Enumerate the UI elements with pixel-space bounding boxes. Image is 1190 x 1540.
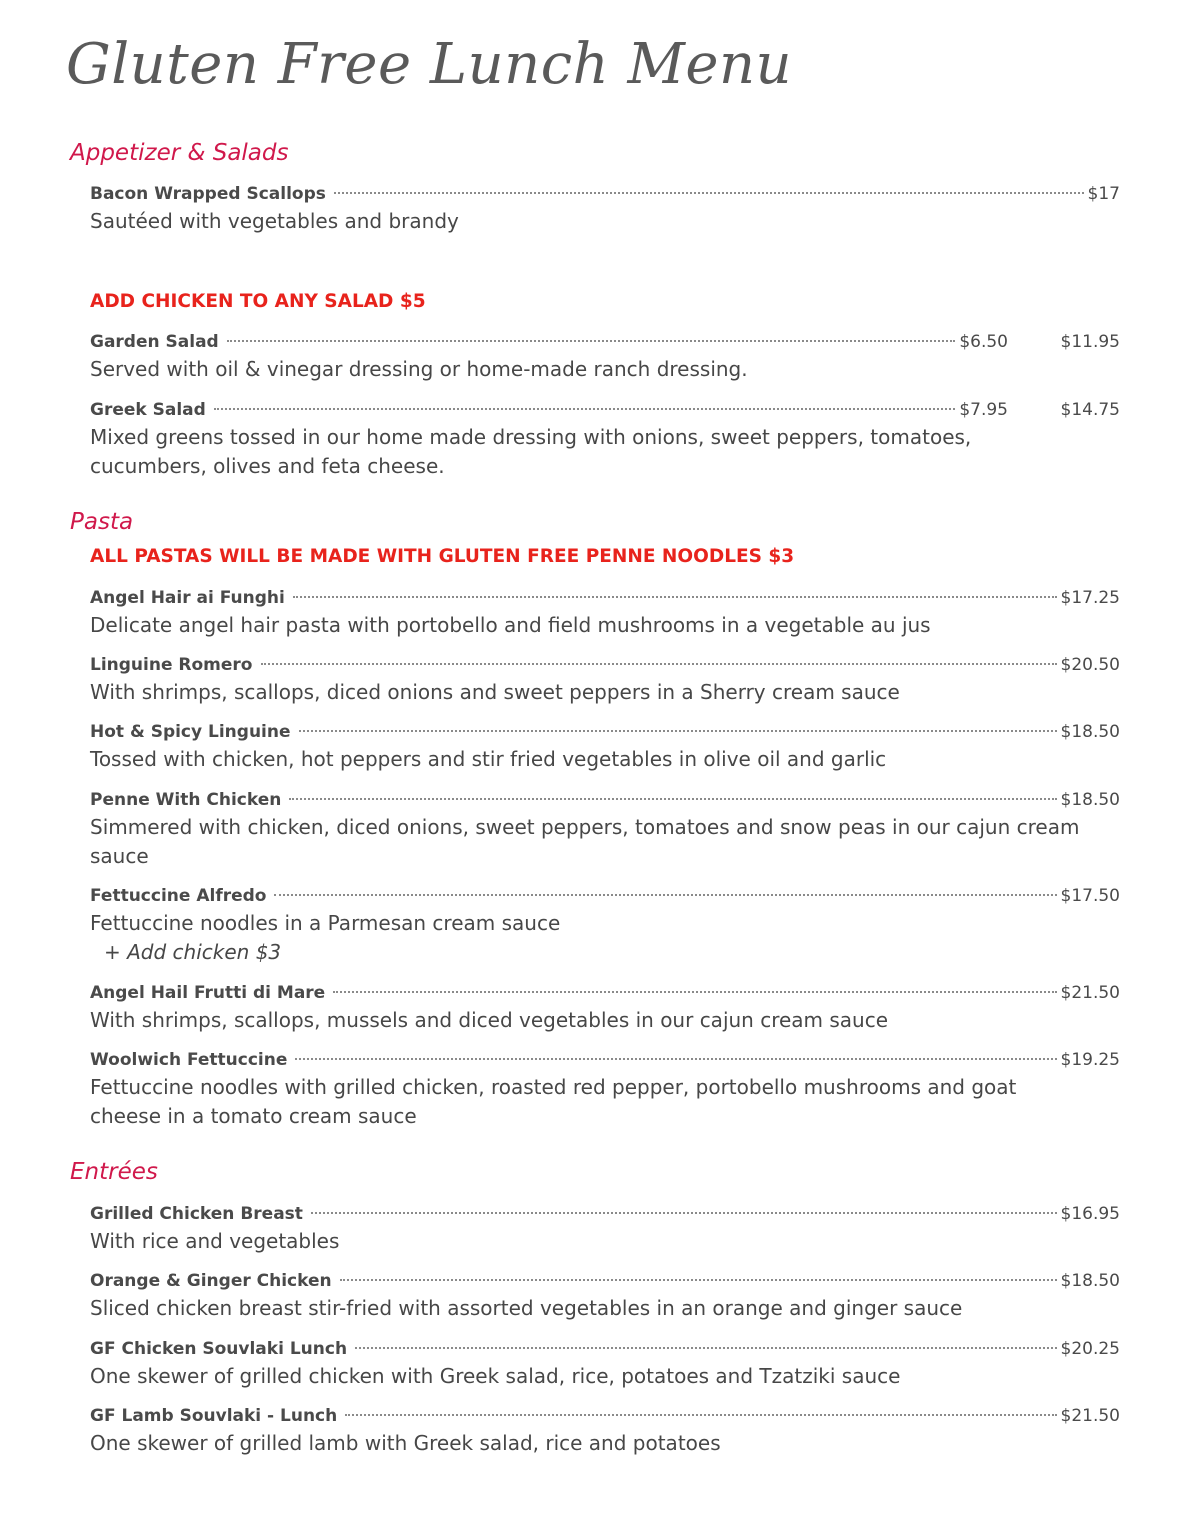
item-description: Fettuccine noodles in a Parmesan cream sauce xyxy=(90,911,561,935)
dot-leader xyxy=(340,1278,1057,1281)
item-price: $17.50 xyxy=(1060,886,1120,906)
dot-leader xyxy=(333,990,1056,993)
item-price: $16.95 xyxy=(1060,1204,1120,1224)
item-description: Sliced chicken breast stir-fried with assorted vegetables in an orange and ginger sauce xyxy=(90,1296,963,1320)
item-price: $20.50 xyxy=(1060,655,1120,675)
item-description: Delicate angel hair pasta with portobello and field mushrooms in a vegetable au jus xyxy=(90,613,931,637)
item-price: $17 xyxy=(1087,184,1120,204)
item-name: Orange & Ginger Chicken xyxy=(90,1271,332,1291)
dot-leader xyxy=(345,1413,1056,1416)
item-price: $19.25 xyxy=(1060,1050,1120,1070)
menu-item xyxy=(90,183,1120,236)
item-description: One skewer of grilled lamb with Greek salad, rice and potatoes xyxy=(90,1431,721,1455)
section-heading-appetizers: Appetizer & Salads xyxy=(70,140,289,166)
dot-leader xyxy=(299,729,1057,732)
item-price-large: $14.75 xyxy=(1060,400,1120,420)
item-description: Simmered with chicken, diced onions, sweet peppers, tomatoes and snow peas in our cajun cream sauce xyxy=(90,815,1080,868)
item-name: Fettuccine Alfredo xyxy=(90,886,267,906)
menu-item xyxy=(90,789,1120,871)
item-price: $17.25 xyxy=(1060,588,1120,608)
section-heading-pasta: Pasta xyxy=(70,509,134,535)
item-description: Served with oil & vinegar dressing or home-made ranch dressing. xyxy=(90,357,748,381)
menu-item xyxy=(90,399,1120,481)
item-price: $18.50 xyxy=(1060,722,1120,742)
pasta-notice: ALL PASTAS WILL BE MADE WITH GLUTEN FREE PENNE NOODLES $3 xyxy=(90,546,795,567)
dot-leader xyxy=(355,1346,1056,1349)
item-name: Woolwich Fettuccine xyxy=(90,1050,288,1070)
item-price-large: $11.95 xyxy=(1060,332,1120,352)
item-description: Sautéed with vegetables and brandy xyxy=(90,209,459,233)
menu-item xyxy=(90,1049,1120,1131)
menu-item xyxy=(90,587,1120,640)
item-addon: + Add chicken $3 xyxy=(104,940,282,964)
dot-leader xyxy=(295,1057,1056,1060)
item-name: Angel Hail Frutti di Mare xyxy=(90,983,326,1003)
salad-notice: ADD CHICKEN TO ANY SALAD $5 xyxy=(90,291,426,312)
dot-leader xyxy=(311,1211,1057,1214)
page-title: Gluten Free Lunch Menu xyxy=(66,32,793,97)
item-name: Hot & Spicy Linguine xyxy=(90,722,291,742)
dot-leader xyxy=(274,893,1056,896)
item-price-small: $6.50 xyxy=(959,332,1008,352)
item-description: One skewer of grilled chicken with Greek salad, rice, potatoes and Tzatziki sauce xyxy=(90,1364,901,1388)
dot-leader xyxy=(293,595,1057,598)
dot-leader xyxy=(214,407,956,410)
menu-item xyxy=(90,331,1120,384)
item-name: Greek Salad xyxy=(90,400,206,420)
item-description: Fettuccine noodles with grilled chicken, roasted red pepper, portobello mushrooms and goat cheese in a tomato cream sauce xyxy=(90,1075,1017,1128)
item-description: Tossed with chicken, hot peppers and stir fried vegetables in olive oil and garlic xyxy=(90,747,887,771)
item-price-small: $7.95 xyxy=(959,400,1008,420)
dot-leader xyxy=(289,797,1056,800)
menu-item xyxy=(90,885,1120,967)
menu-item xyxy=(90,1338,1120,1391)
item-price: $21.50 xyxy=(1060,983,1120,1003)
item-price: $18.50 xyxy=(1060,790,1120,810)
item-description: With shrimps, scallops, mussels and diced vegetables in our cajun cream sauce xyxy=(90,1008,889,1032)
item-name: Angel Hair ai Funghi xyxy=(90,588,285,608)
dot-leader xyxy=(227,339,956,342)
item-price: $18.50 xyxy=(1060,1271,1120,1291)
item-name: Linguine Romero xyxy=(90,655,253,675)
menu-item xyxy=(90,654,1120,707)
dot-leader xyxy=(261,662,1057,665)
section-heading-entrees: Entrées xyxy=(70,1159,158,1185)
menu-item xyxy=(90,1270,1120,1323)
item-name: Grilled Chicken Breast xyxy=(90,1204,303,1224)
item-price: $21.50 xyxy=(1060,1406,1120,1426)
item-name: Penne With Chicken xyxy=(90,790,282,810)
dot-leader xyxy=(334,191,1084,194)
menu-item xyxy=(90,1405,1120,1458)
menu-item xyxy=(90,982,1120,1035)
item-price: $20.25 xyxy=(1060,1339,1120,1359)
item-name: Garden Salad xyxy=(90,332,219,352)
menu-item xyxy=(90,721,1120,774)
item-name: GF Lamb Souvlaki - Lunch xyxy=(90,1406,338,1426)
item-name: Bacon Wrapped Scallops xyxy=(90,184,326,204)
item-description: With shrimps, scallops, diced onions and sweet peppers in a Sherry cream sauce xyxy=(90,680,900,704)
item-description: Mixed greens tossed in our home made dressing with onions, sweet peppers, tomatoes, cucumbers, olives and feta cheese. xyxy=(90,425,972,478)
item-description: With rice and vegetables xyxy=(90,1229,340,1253)
item-name: GF Chicken Souvlaki Lunch xyxy=(90,1339,348,1359)
menu-item xyxy=(90,1203,1120,1256)
